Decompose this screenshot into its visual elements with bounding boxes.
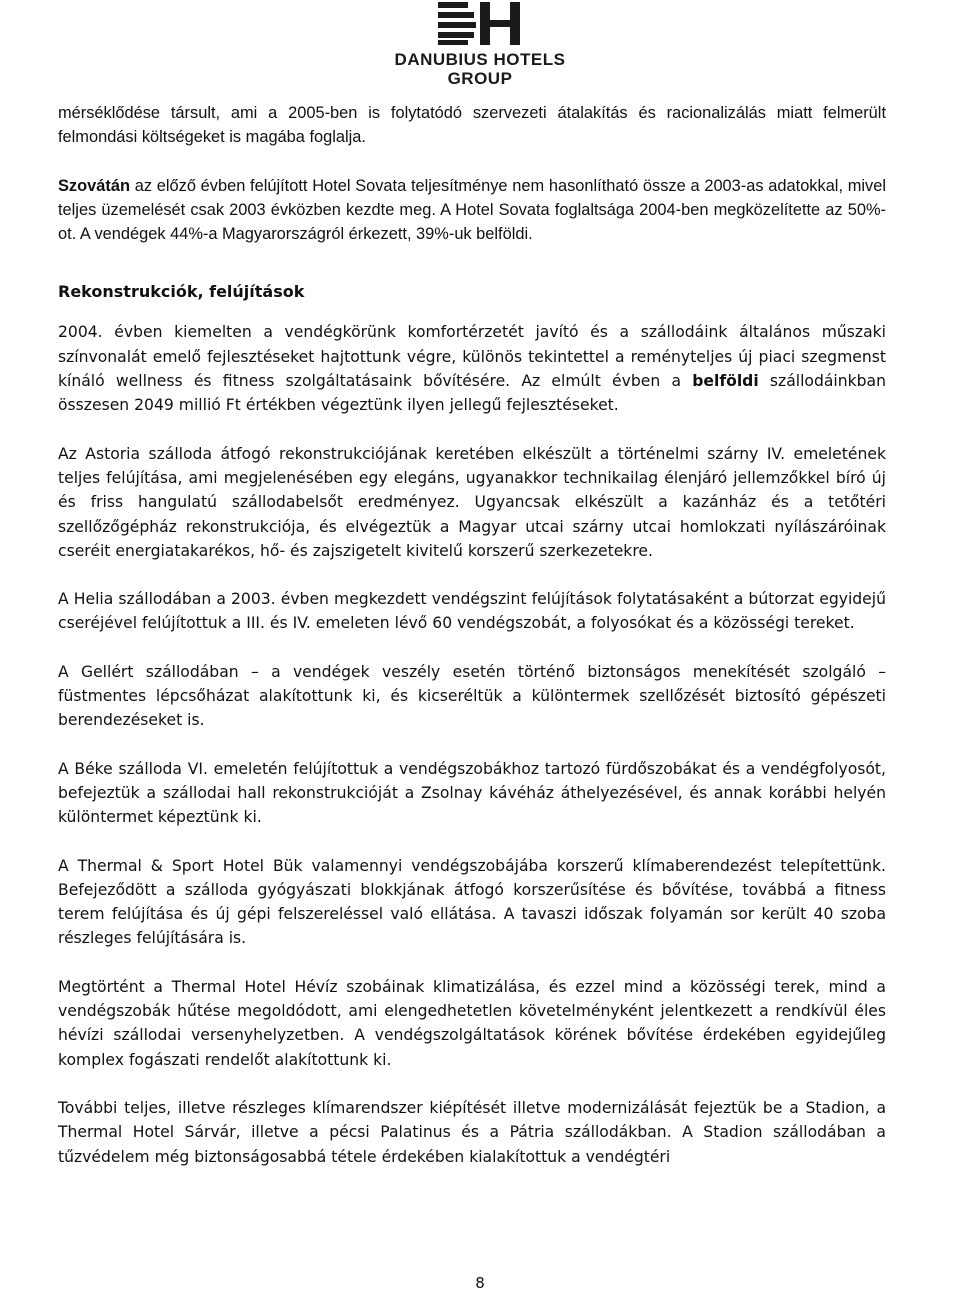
paragraph-helia: A Helia szállodában a 2003. évben megkezdett vendégszint felújítások folytatásaként a bútorzat egyidejű cseréjével felújítottuk a III. és IV. emeleten lévő 60 vendégszobát, a folyosókat és a közösségi tereket. bbox=[58, 590, 886, 633]
paragraph-szovata bbox=[58, 174, 886, 247]
szovata-bold: Szovátán bbox=[58, 176, 130, 195]
logo-line-1: DANUBIUS HOTELS bbox=[394, 50, 566, 69]
company-logo bbox=[356, 0, 604, 92]
paragraph-astoria: Az Astoria szálloda átfogó rekonstrukciójának keretében elkészült a történelmi szárny IV. emeletének teljes felújítása, ami megjelenésében egy elegáns, ugyanakkor technikailag élenjáró jellemzőkkel bíró új és friss hangulatú szállodabelsőt eredményez. Ugyancsak elkészült a kazánház és a tetőtéri szellőzőgépház rekonstrukciója, és elvégeztük a Magyar utcai szárny utcai homlokzati nyílászáróinak cseréit energiatakarékos, hő- és zajszigetelt kivitelű korszerű szerkezetekre. bbox=[58, 444, 886, 560]
document-body bbox=[58, 101, 886, 1169]
szovata-tail: A Hotel Sovata foglaltsága 2004-ben megközelítette az 50%-ot. A vendégek 44%-a Magyarországról érkezett, 39%-uk belföldi. bbox=[58, 200, 886, 244]
page-number: 8 bbox=[475, 1274, 485, 1292]
logo-line-2: GROUP bbox=[447, 69, 513, 88]
paragraph-reconstruction-intro bbox=[58, 320, 886, 417]
intro-text-b: szállodáinkban összesen 2049 millió Ft értékben végeztünk ilyen jellegű fejlesztéseket. bbox=[58, 372, 886, 415]
intro-bold: belföldi bbox=[692, 372, 759, 391]
dh-monogram-icon bbox=[436, 0, 524, 46]
intro-text-a: 2004. évben kiemelten a vendégkörünk komfortérzetét javító és a szállodáink általános műszaki színvonalát emelő fejlesztéseket hajtottunk végre, különös tekintettel a reményteljes új piaci szegmenst kínáló wellness és fitness szolgáltatásaink bővítésére. Az elmúlt évben a bbox=[58, 323, 886, 391]
paragraph-gellert: A Gellért szállodában – a vendégek veszély esetén történő biztonságos menekítését szolgáló – füstmentes lépcsőházat alakítottunk ki, és kicseréltük a különtermek szellőzését biztosító gépészeti berendezéseket is. bbox=[58, 662, 886, 730]
paragraph-beke: A Béke szálloda VI. emeletén felújítottuk a vendégszobákhoz tartozó fürdőszobákat és a vendégfolyosót, befejeztük a szállodai hall rekonstrukcióját a Zsolnay kávéház áthelyezésével, és annak korábbi helyén különtermet képeztünk ki. bbox=[58, 759, 886, 827]
section-heading: Rekonstrukciók, felújítások bbox=[58, 282, 305, 302]
paragraph-continuation: mérséklődése társult, ami a 2005-ben is folytatódó szervezeti átalakítás és racionalizálás miatt felmerült felmondási költségeket is magába foglalja. bbox=[58, 104, 886, 147]
szovata-text: az előző évben felújított Hotel Sovata teljesítménye nem hasonlítható össze a 2003-as adatokkal, mivel teljes üzemelését csak 2003 évközben kezdte meg. bbox=[58, 176, 886, 219]
paragraph-stadion: További teljes, illetve részleges klímarendszer kiépítését illetve modernizálását fejeztük be a Stadion, a Thermal Hotel Sárvár, illetve a pécsi Palatinus és a Pátria szállodákban. A Stadion szállodában a tűzvédelem még biztonságosabbá tétele érdekében kialakítottuk a vendégtéri bbox=[58, 1098, 886, 1166]
paragraph-buk: A Thermal & Sport Hotel Bük valamennyi vendégszobájába korszerű klímaberendezést telepítettünk. Befejeződött a szálloda gyógyászati blokkjának átfogó korszerűsítése és bővítése, továbbá a fitness terem felújítása és új gépi felszereléssel való ellátása. A tavaszi időszak folyamán sor került 40 szoba részleges felújítására is. bbox=[58, 856, 886, 948]
paragraph-heviz: Megtörtént a Thermal Hotel Hévíz szobáinak klimatizálása, és ezzel mind a közösségi terek, mind a vendégszobák hűtése megoldódott, ami elengedhetetlen követelményként jelentkezett a rendkívül éles hévízi szállodai versenyhelyzetben. A vendégszolgáltatások körének bővítése érdekében egyidejűleg komplex fogászati rendelőt alakítottunk ki. bbox=[58, 977, 886, 1069]
